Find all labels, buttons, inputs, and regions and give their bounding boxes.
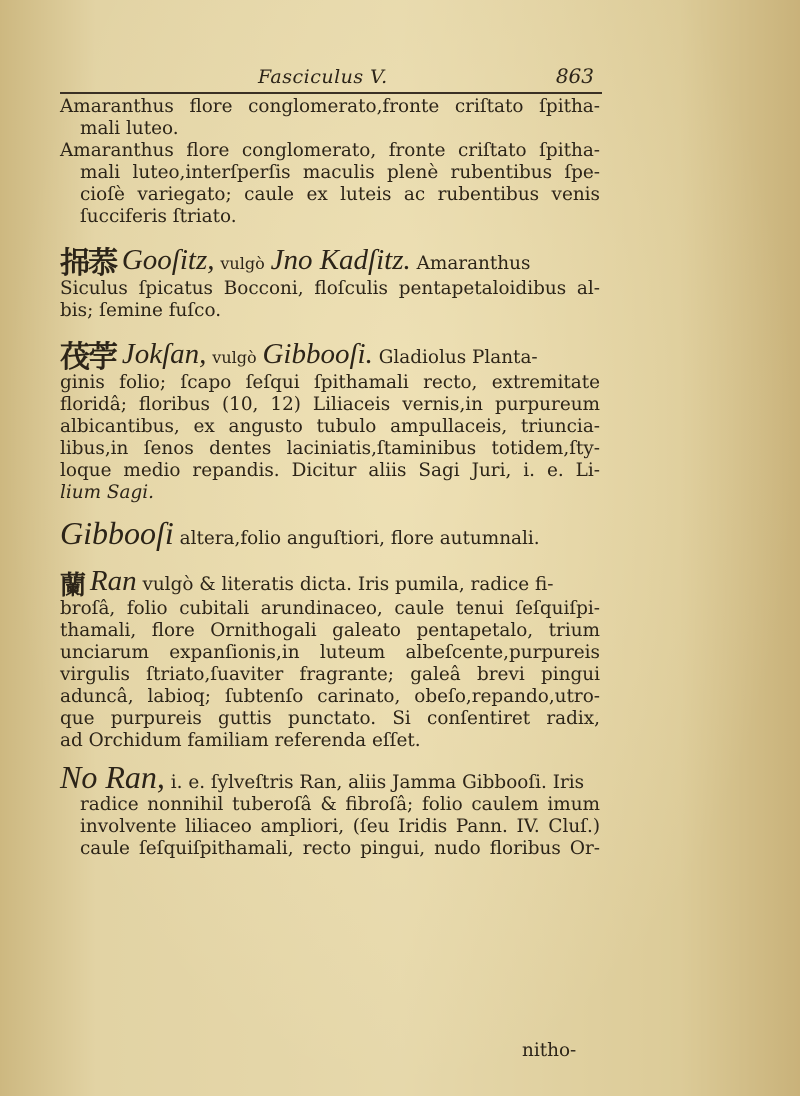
entry-amaranthus-2 xyxy=(60,140,600,228)
entry-joksan xyxy=(60,336,600,504)
text-line: Amaranthus xyxy=(416,253,531,274)
catchword: nitho- xyxy=(522,1040,577,1061)
alternate-name: Gibbooſi. xyxy=(262,338,373,370)
text-line: que purpureis guttis punctato. Si conſentiret radix, xyxy=(60,708,600,729)
text-line: ginis folio; ſcapo ſeſqui ſpithamali recto, extremitate xyxy=(60,372,600,393)
vulgo-word: vulgò xyxy=(220,254,265,273)
japanese-name: Jokſan, xyxy=(121,338,207,370)
text-line: aduncâ, labioq; ſubtenſo carinato, obeſo,repando,utro- xyxy=(60,686,600,707)
text-line: virgulis ſtriato,ſuaviter fragrante; galeâ brevi pingui xyxy=(60,664,600,685)
entry-no-ran xyxy=(60,760,600,860)
text-line: cioſè variegato; caule ex luteis ac rubentibus venis xyxy=(80,184,600,205)
lead-name: No Ran, xyxy=(60,759,165,795)
text-line: broſâ, folio cubitali arundinaceo, caule tenui ſeſquiſpi- xyxy=(60,598,600,619)
running-title: Fasciculus V. xyxy=(258,66,388,88)
entry-heading xyxy=(60,760,600,794)
text-line: albicantibus, ex angusto tubulo ampullaceis, triuncia- xyxy=(60,416,600,437)
text-line: mali luteo. xyxy=(80,118,179,139)
entry-heading xyxy=(60,564,600,601)
lead-name: Gibbooſi xyxy=(60,515,174,551)
entry-goositz xyxy=(60,242,600,322)
chinese-characters: 𢬢菾 xyxy=(60,246,116,281)
entry-heading xyxy=(60,242,600,281)
text-line: bis; ſemine fuſco. xyxy=(60,300,222,321)
text-line: ſucciferis ſtriato. xyxy=(80,206,237,227)
running-header xyxy=(60,62,602,94)
chinese-characters: 茷荢 xyxy=(60,340,116,375)
text-line: altera,folio anguſtiori, flore autumnali. xyxy=(179,528,540,549)
text-line: mali luteo,interſperſis maculis plenè rubentibus ſpe- xyxy=(80,162,600,183)
text-line: involvente liliaceo ampliori, (ſeu Iridis Pann. IV. Cluſ.) xyxy=(80,816,600,837)
text-line: vulgò & literatis dicta. Iris pumila, radice fi- xyxy=(142,574,554,595)
text-line: lium Sagi. xyxy=(60,482,154,503)
japanese-name: Gooſitz, xyxy=(121,244,215,276)
text-line: radice nonnihil tuberoſâ & fibroſâ; folio caulem imum xyxy=(80,794,600,815)
chinese-characters: 蘭 xyxy=(60,571,85,601)
text-line: Siculus ſpicatus Bocconi, floſculis pentapetaloidibus al- xyxy=(60,278,600,299)
entry-heading xyxy=(60,336,600,375)
entry-amaranthus-1 xyxy=(60,96,600,140)
text-line: Amaranthus flore conglomerato, fronte criſtato ſpitha- xyxy=(60,140,600,161)
japanese-name: Ran xyxy=(89,565,137,597)
text-line: thamali, flore Ornithogali galeato pentapetalo, trium xyxy=(60,620,600,641)
entry-ran xyxy=(60,564,600,752)
text-line: Gladiolus Planta- xyxy=(378,347,538,368)
text-line: Amaranthus flore conglomerato,fronte criſtato ſpitha- xyxy=(60,96,600,117)
entry-heading xyxy=(60,516,600,550)
entry-gibboosi-altera xyxy=(60,516,600,550)
text-line: floridâ; floribus (10, 12) Liliaceis vernis,in purpureum xyxy=(60,394,600,415)
text-line: libus,in ſenos dentes laciniatis,ſtaminibus totidem,ſty- xyxy=(60,438,600,459)
text-line: unciarum expanſionis,in luteum albeſcente,purpureis xyxy=(60,642,600,663)
alternate-name: Jno Kadſitz. xyxy=(270,244,411,276)
vulgo-word: vulgò xyxy=(212,348,257,367)
page-number: 863 xyxy=(555,64,594,88)
text-line: loque medio repandis. Dicitur aliis Sagi Juri, i. e. Li- xyxy=(60,460,600,481)
text-line: i. e. ſylveſtris Ran, aliis Jamma Gibbooſi. Iris xyxy=(170,772,585,793)
text-line: ad Orchidum familiam referenda eſſet. xyxy=(60,730,421,751)
text-line: caule ſeſquiſpithamali, recto pingui, nudo floribus Or- xyxy=(80,838,600,859)
body-text xyxy=(60,96,600,860)
